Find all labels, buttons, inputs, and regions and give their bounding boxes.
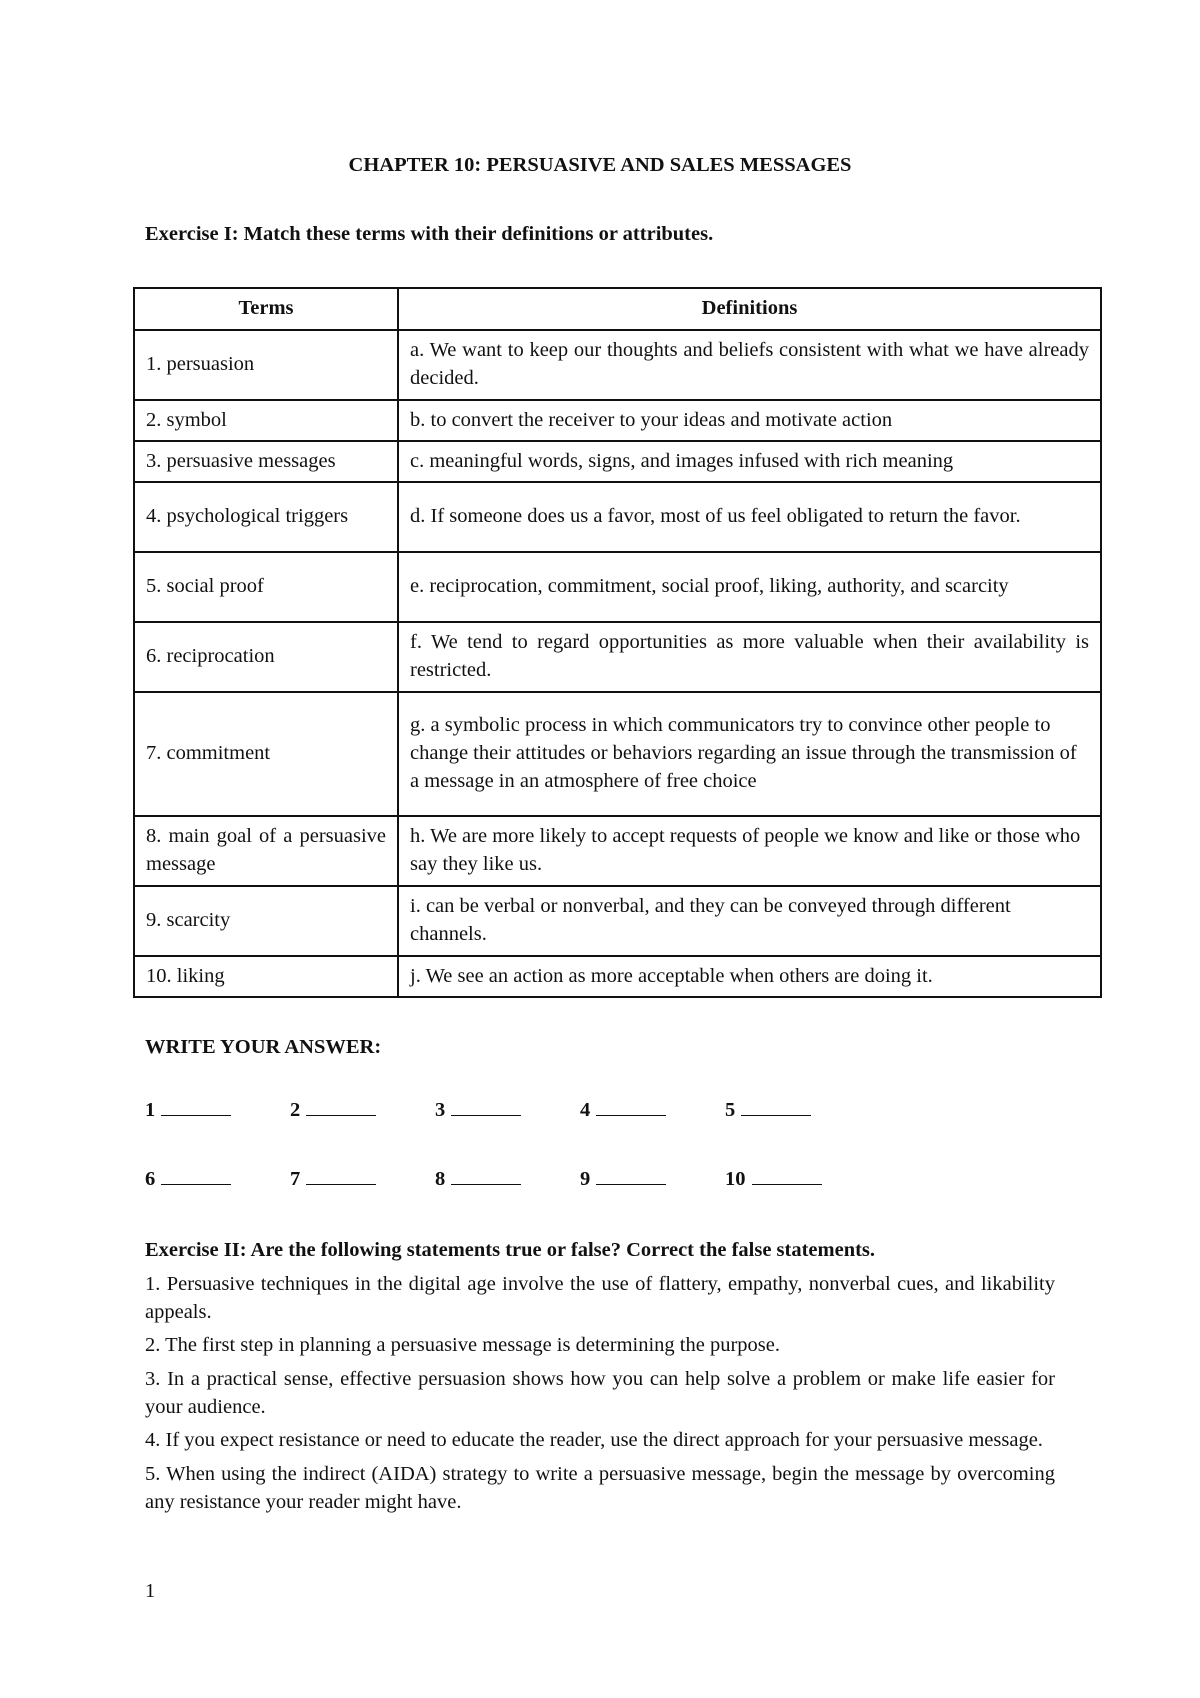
term-cell: 2. symbol — [134, 400, 398, 441]
definition-cell: i. can be verbal or nonverbal, and they can be conveyed through different channels. — [398, 886, 1101, 956]
answer-number: 6 — [145, 1168, 156, 1190]
statement-item: 5. When using the indirect (AIDA) strategy to write a persuasive message, begin the message by overcoming any resistance your reader might have. — [145, 1463, 1055, 1513]
answer-line — [596, 1166, 666, 1185]
definition-cell: j. We see an action as more acceptable when others are doing it. — [398, 956, 1101, 997]
term-cell: 7. commitment — [134, 692, 398, 816]
statement-item: 2. The first step in planning a persuasive message is determining the purpose. — [145, 1334, 780, 1357]
table-row — [134, 400, 1101, 441]
definition-cell: a. We want to keep our thoughts and beliefs consistent with what we have already decided. — [398, 330, 1101, 400]
answer-number: 7 — [290, 1168, 301, 1190]
answer-blank[interactable] — [290, 1097, 376, 1125]
answer-blank[interactable] — [580, 1166, 666, 1194]
table-row — [134, 622, 1101, 692]
answer-number: 8 — [435, 1168, 446, 1190]
answer-number: 1 — [145, 1099, 156, 1121]
answer-line — [161, 1097, 231, 1116]
answer-line — [306, 1097, 376, 1116]
answer-blank[interactable] — [145, 1166, 231, 1194]
table-row — [134, 692, 1101, 816]
answer-heading: WRITE YOUR ANSWER: — [145, 1036, 382, 1058]
answer-blank[interactable] — [145, 1097, 231, 1125]
exercise1-heading: Exercise I: Match these terms with their definitions or attributes. — [145, 223, 714, 245]
term-cell: 6. reciprocation — [134, 622, 398, 692]
term-cell: 9. scarcity — [134, 886, 398, 956]
statement-item: 4. If you expect resistance or need to educate the reader, use the direct approach for your persuasive message. — [145, 1429, 1043, 1452]
answer-number: 4 — [580, 1099, 591, 1121]
terms-column-header: Terms — [134, 288, 398, 330]
answer-blank[interactable] — [725, 1097, 811, 1125]
table-row — [134, 441, 1101, 482]
answer-row-1 — [145, 1097, 945, 1127]
statement-item: 3. In a practical sense, effective persuasion shows how you can help solve a problem or make life easier for your audience. — [145, 1368, 1055, 1418]
answer-line — [752, 1166, 822, 1185]
answer-number: 10 — [725, 1168, 746, 1190]
table-row — [134, 816, 1101, 886]
term-cell: 3. persuasive messages — [134, 441, 398, 482]
matching-table — [133, 287, 1102, 998]
answer-number: 3 — [435, 1099, 446, 1121]
exercise2-heading: Exercise II: Are the following statements true or false? Correct the false statements. — [145, 1239, 876, 1261]
answer-row-2 — [145, 1166, 945, 1196]
answer-line — [451, 1166, 521, 1185]
answer-line — [741, 1097, 811, 1116]
answer-number: 2 — [290, 1099, 301, 1121]
definition-cell: c. meaningful words, signs, and images infused with rich meaning — [398, 441, 1101, 482]
definition-cell: f. We tend to regard opportunities as more valuable when their availability is restricted. — [398, 622, 1101, 692]
table-row — [134, 482, 1101, 552]
answer-line — [306, 1166, 376, 1185]
table-row — [134, 956, 1101, 997]
table-row — [134, 886, 1101, 956]
definition-cell: e. reciprocation, commitment, social proof, liking, authority, and scarcity — [398, 552, 1101, 622]
answer-blank[interactable] — [435, 1097, 521, 1125]
term-cell: 8. main goal of a persuasive message — [134, 816, 398, 886]
answer-blank[interactable] — [725, 1166, 822, 1194]
page-number: 1 — [145, 1580, 156, 1602]
answer-line — [596, 1097, 666, 1116]
definitions-column-header: Definitions — [398, 288, 1101, 330]
term-cell: 5. social proof — [134, 552, 398, 622]
answer-line — [451, 1097, 521, 1116]
statement-item: 1. Persuasive techniques in the digital age involve the use of flattery, empathy, nonverbal cues, and likability appeals. — [145, 1273, 1055, 1323]
definition-cell: b. to convert the receiver to your ideas and motivate action — [398, 400, 1101, 441]
term-cell: 1. persuasion — [134, 330, 398, 400]
statement-list — [145, 1271, 1055, 1522]
answer-line — [161, 1166, 231, 1185]
term-cell: 4. psychological triggers — [134, 482, 398, 552]
answer-blank[interactable] — [580, 1097, 666, 1125]
answer-blank[interactable] — [290, 1166, 376, 1194]
term-cell: 10. liking — [134, 956, 398, 997]
table-row — [134, 552, 1101, 622]
definition-cell: g. a symbolic process in which communicators try to convince other people to change their attitudes or behaviors regarding an issue through the transmission of a message in an atmosphere of free choice — [398, 692, 1101, 816]
page-title: CHAPTER 10: PERSUASIVE AND SALES MESSAGES — [348, 154, 852, 176]
definition-cell: d. If someone does us a favor, most of us feel obligated to return the favor. — [398, 482, 1101, 552]
answer-blank[interactable] — [435, 1166, 521, 1194]
answer-number: 5 — [725, 1099, 736, 1121]
definition-cell: h. We are more likely to accept requests of people we know and like or those who say they like us. — [398, 816, 1101, 886]
table-header-row — [134, 288, 1101, 330]
table-row — [134, 330, 1101, 400]
answer-number: 9 — [580, 1168, 591, 1190]
